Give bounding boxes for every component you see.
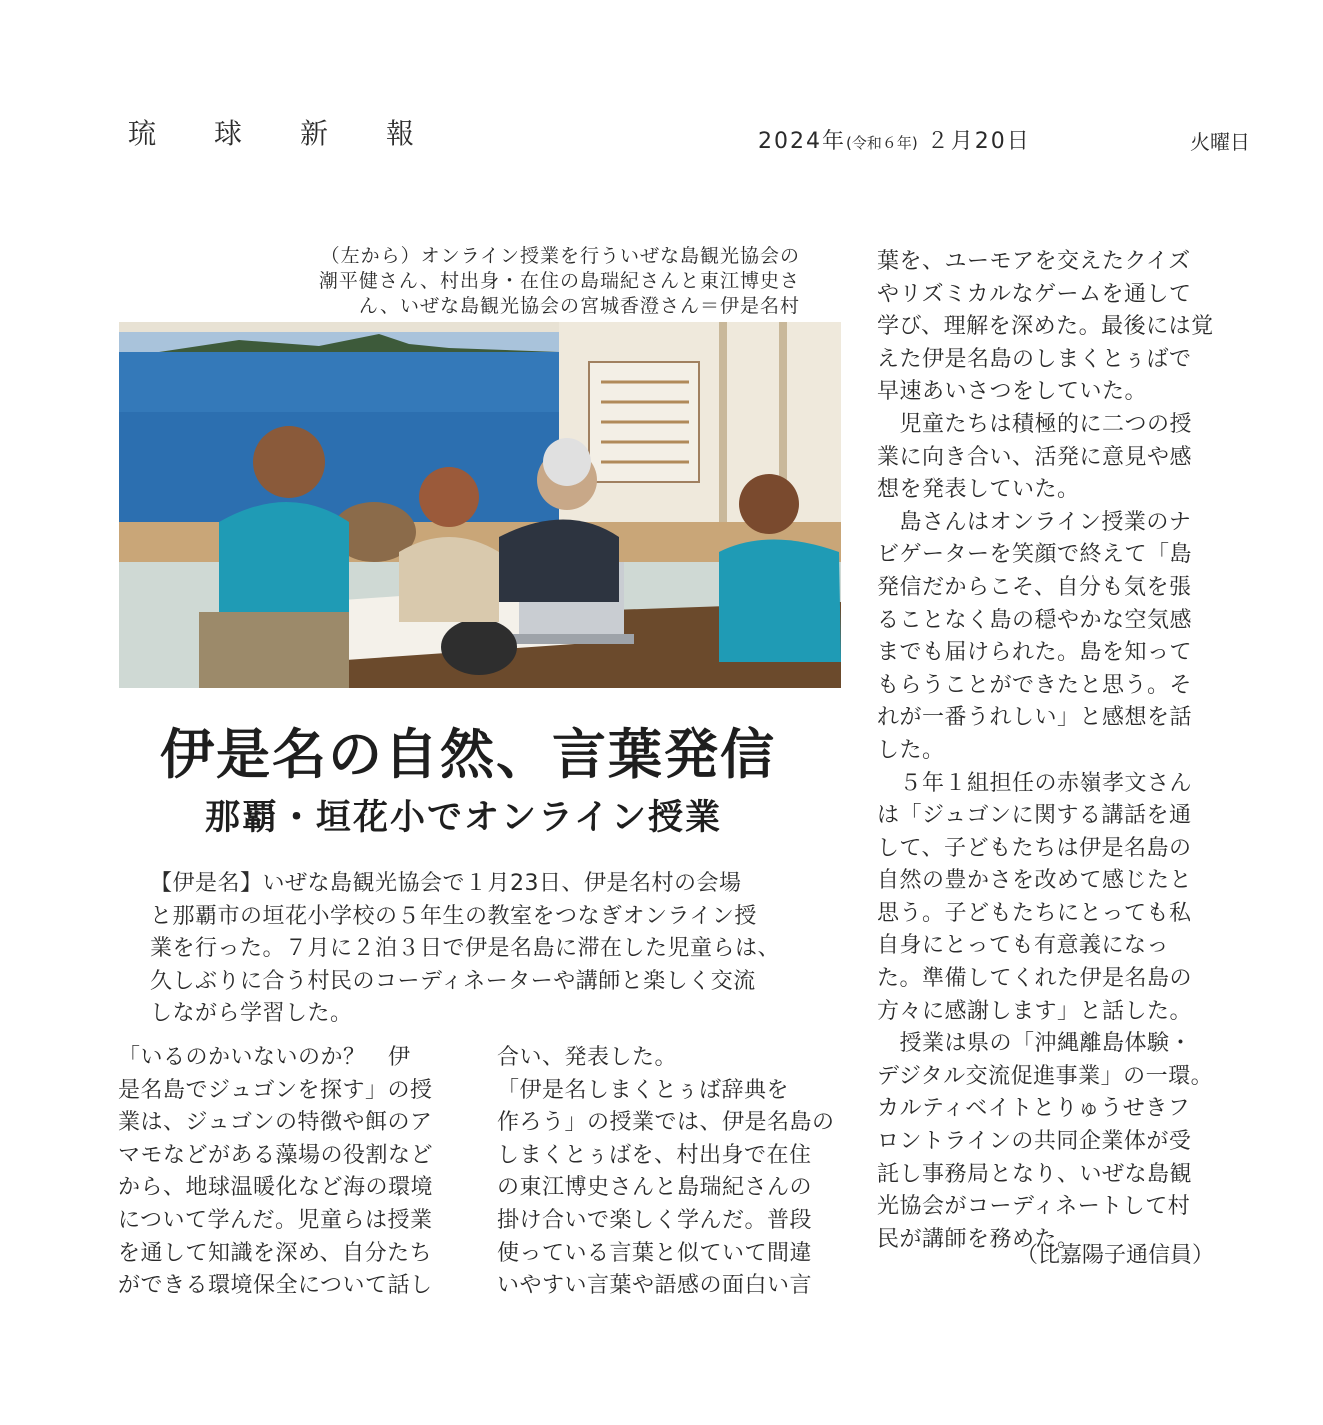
issue-weekday: 火曜日 bbox=[1190, 130, 1250, 154]
text-line: 光協会がコーディネートして村 bbox=[877, 1194, 1191, 1220]
body-column-right bbox=[877, 246, 1227, 1256]
text-line: は「ジュゴンに関する講話を通 bbox=[877, 803, 1192, 829]
text-line: 業は、ジュゴンの特徴や餌のア bbox=[118, 1110, 433, 1136]
caption-line: ん、いぜな島観光協会の宮城香澄さん＝伊是名村 bbox=[358, 295, 800, 317]
text-line: 島さんはオンライン授業のナ bbox=[877, 509, 1192, 535]
text-line: について学んだ。児童らは授業 bbox=[118, 1207, 433, 1233]
text-line: 想を発表していた。 bbox=[877, 477, 1080, 503]
text-line: 児童たちは積極的に二つの授 bbox=[877, 411, 1193, 437]
text-line: マモなどがある藻場の役割など bbox=[118, 1142, 434, 1168]
photo-caption bbox=[160, 244, 800, 319]
issue-date bbox=[758, 124, 1031, 155]
text-line: 【伊是名】いぜな島観光協会で１月23日、伊是名村の会場 bbox=[150, 871, 742, 896]
article-headline: 伊是名の自然、言葉発信 bbox=[160, 722, 776, 786]
text-line: 「いるのかいないのか？ 伊 bbox=[118, 1045, 411, 1070]
text-line: ることなく島の穏やかな空気感 bbox=[877, 607, 1193, 633]
text-line: いやすい言葉や語感の面白い言 bbox=[497, 1273, 813, 1299]
text-line: ビゲーターを笑顔で終えて「島 bbox=[877, 542, 1193, 568]
caption-line: （左から）オンライン授業を行ういぜな島観光協会の bbox=[320, 245, 800, 267]
text-line: ができる環境保全について話し bbox=[118, 1273, 433, 1299]
text-line: 学び、理解を深めた。最後には覚 bbox=[877, 314, 1214, 340]
article-subheadline: 那覇・垣花小でオンライン授業 bbox=[205, 797, 722, 838]
text-line: ５年１組担任の赤嶺孝文さん bbox=[877, 770, 1193, 796]
text-line: 方々に感謝します」と話した。 bbox=[877, 998, 1193, 1024]
reporter-byline: （比嘉陽子通信員） bbox=[1016, 1243, 1215, 1268]
text-line: 「伊是名しまくとぅば辞典を bbox=[497, 1077, 790, 1103]
article-photo bbox=[119, 322, 841, 688]
text-line: 掛け合いで楽しく学んだ。普段 bbox=[497, 1207, 813, 1233]
text-line: 合い、発表した。 bbox=[497, 1045, 678, 1070]
text-line: デジタル交流促進事業」の一環。 bbox=[877, 1063, 1214, 1089]
text-line: た。準備してくれた伊是名島の bbox=[877, 966, 1193, 992]
lead-paragraph bbox=[150, 868, 820, 1031]
text-line: えた伊是名島のしまくとぅばで bbox=[877, 346, 1192, 372]
text-line: 是名島でジュゴンを探す」の授 bbox=[118, 1077, 433, 1103]
text-line: までも届けられた。島を知って bbox=[877, 640, 1193, 666]
issue-month-day: ２月20日 bbox=[917, 129, 1031, 154]
text-line: れが一番うれしい」と感想を話 bbox=[877, 705, 1193, 731]
text-line: 託し事務局となり、いぜな島観 bbox=[877, 1161, 1193, 1187]
body-column-left bbox=[118, 1042, 468, 1303]
text-line: 久しぶりに合う村民のコーディネーターや講師と楽しく交流 bbox=[150, 968, 756, 994]
text-line: 葉を、ユーモアを交えたクイズ bbox=[877, 249, 1191, 274]
text-line: 授業は県の「沖縄離島体験・ bbox=[877, 1031, 1193, 1057]
text-line: を通して知識を深め、自分たち bbox=[118, 1240, 433, 1266]
text-line: して、子どもたちは伊是名島の bbox=[877, 835, 1192, 861]
text-line: ロントラインの共同企業体が受 bbox=[877, 1129, 1192, 1155]
text-line: 早速あいさつをしていた。 bbox=[877, 379, 1148, 405]
newspaper-name: 琉球新報 bbox=[128, 117, 473, 150]
text-line: しながら学習した。 bbox=[150, 1001, 353, 1026]
text-line: しまくとぅばを、村出身で在住 bbox=[497, 1142, 812, 1168]
text-line: 発信だからこそ、自分も気を張 bbox=[877, 574, 1192, 600]
text-line: した。 bbox=[877, 737, 945, 763]
text-line: もらうことができたと思う。そ bbox=[877, 672, 1193, 698]
text-line: 民が講師を務めた。 bbox=[877, 1226, 1080, 1252]
text-line: 思う。子どもたちにとっても私 bbox=[877, 900, 1192, 926]
issue-year: 2024年 bbox=[758, 129, 846, 154]
text-line: 業を行った。７月に２泊３日で伊是名島に滞在した児童らは、 bbox=[150, 936, 781, 961]
text-line: の東江博史さんと島瑞紀さんの bbox=[497, 1175, 813, 1201]
text-line: カルティベイトとりゅうせきフ bbox=[877, 1096, 1191, 1122]
text-line: 自身にとっても有意義になっ bbox=[877, 933, 1170, 959]
text-line: 使っている言葉と似ていて間違 bbox=[497, 1240, 813, 1266]
text-line: 業に向き合い、活発に意見や感 bbox=[877, 444, 1193, 470]
text-line: 自然の豊かさを改めて感じたと bbox=[877, 868, 1193, 894]
text-line: 作ろう」の授業では、伊是名島の bbox=[497, 1110, 835, 1136]
text-line: やリズミカルなゲームを通して bbox=[877, 281, 1192, 307]
text-line: から、地球温暖化など海の環境 bbox=[118, 1175, 434, 1201]
text-line: と那覇市の垣花小学校の５年生の教室をつなぎオンライン授 bbox=[150, 903, 757, 929]
caption-line: 潮平健さん、村出身・在住の島瑞紀さんと東江博史さ bbox=[318, 270, 800, 292]
body-column-middle bbox=[497, 1042, 847, 1303]
issue-era: (令和６年) bbox=[846, 134, 918, 152]
